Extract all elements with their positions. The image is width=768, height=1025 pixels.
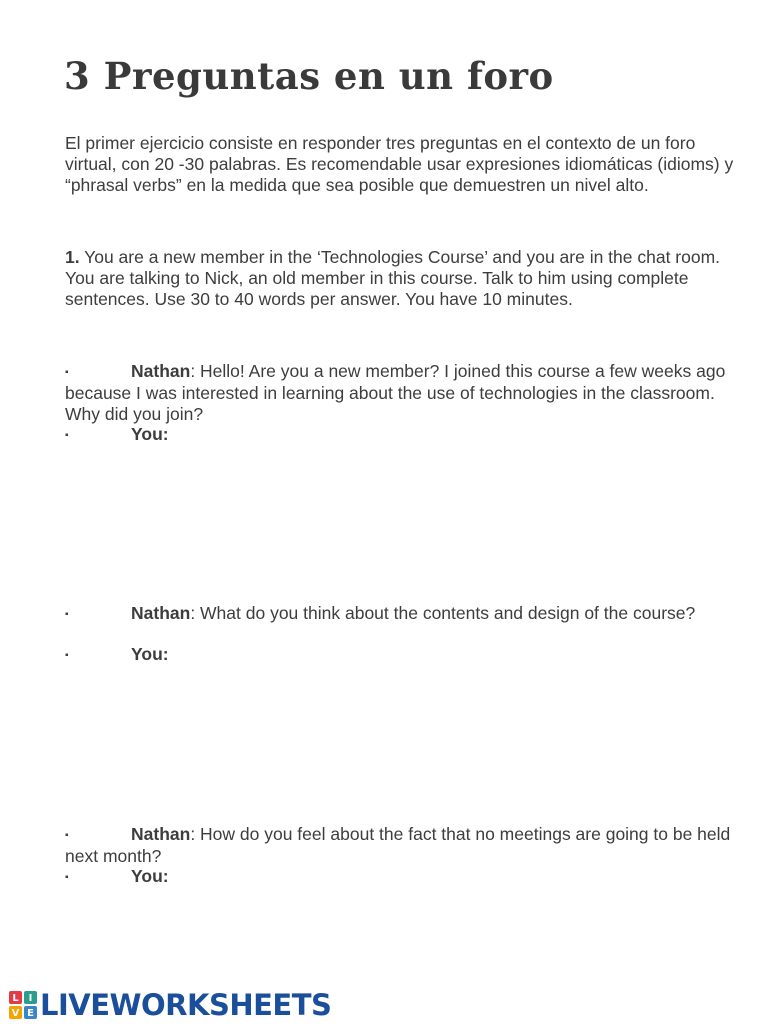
bullet-icon: ▪ (65, 430, 69, 441)
svg-text:V: V (11, 1008, 20, 1019)
question-text: : Hello! Are you a new member? I joined this course a few weeks ago because I was interested in learning about the use of technologies in the classroom. Why did you join? (65, 361, 726, 424)
answer-label: You: (131, 424, 169, 444)
svg-text:I: I (28, 993, 33, 1004)
question-text: : What do you think about the contents and design of the course? (190, 603, 696, 623)
task-instructions (65, 247, 740, 310)
svg-text:L: L (12, 993, 19, 1004)
answer-2-label (65, 644, 740, 666)
bullet-icon: ▪ (65, 650, 69, 661)
intro-paragraph: El primer ejercicio consiste en responder tres preguntas en el contexto de un foro virtual, con 20 -30 palabras. Es recomendable usar expresiones idiomáticas (idioms) y “phrasal verbs” en la medida que sea posible que demuestren un nivel alto. (65, 133, 734, 195)
answer-label: You: (131, 644, 169, 664)
task-number: 1. (65, 247, 80, 267)
bullet-icon: ▪ (65, 830, 69, 841)
speaker-name: Nathan (131, 603, 191, 623)
question-3 (65, 824, 740, 867)
speaker-name: Nathan (131, 361, 191, 381)
speaker-name: Nathan (131, 824, 191, 844)
question-2 (65, 603, 740, 625)
task-text: You are a new member in the ‘Technologies Course’ and you are in the chat room. You are talking to Nick, an old member in this course. Talk to him using complete sentences. Use 30 to 40 words per answer. You have 10 minutes. (65, 247, 721, 309)
question-1 (65, 361, 740, 425)
bullet-icon: ▪ (65, 872, 69, 883)
bullet-icon: ▪ (65, 367, 69, 378)
liveworksheets-logo (8, 988, 331, 1022)
bullet-icon: ▪ (65, 609, 69, 620)
logo-text: LIVEWORKSHEETS (40, 988, 332, 1022)
answer-1-label (65, 424, 740, 446)
page-title: 3 Preguntas en un foro (64, 54, 554, 98)
answer-label: You: (131, 866, 169, 886)
liveworksheets-logo-icon (8, 990, 38, 1020)
question-text: : How do you feel about the fact that no meetings are going to be held next month? (65, 824, 731, 866)
answer-3-label (65, 866, 740, 888)
svg-text:E: E (27, 1008, 34, 1019)
